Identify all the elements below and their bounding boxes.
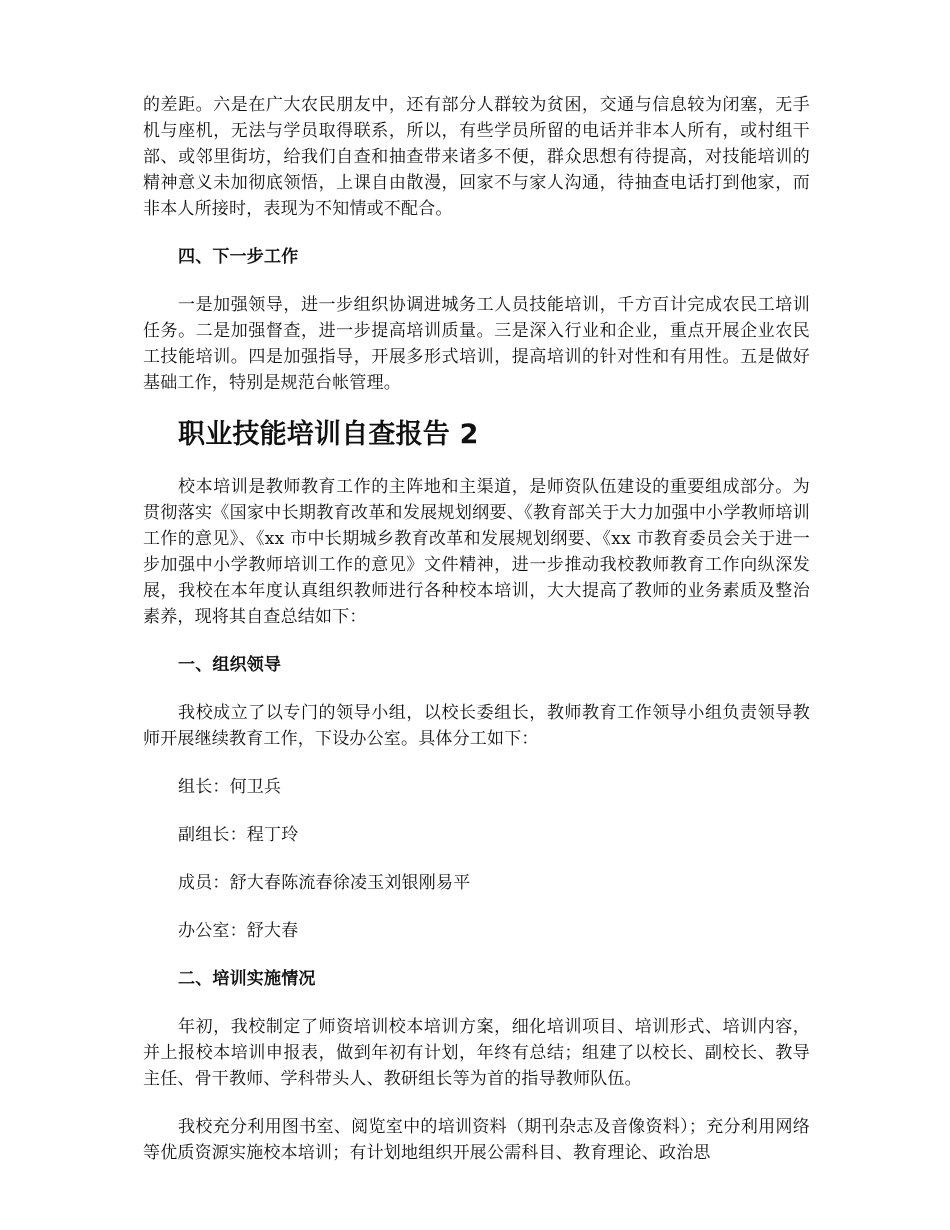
report-title: 职业技能培训自查报告 2 <box>178 419 479 450</box>
members-line: 成员：舒大春陈流春徐凌玉刘银刚易平 <box>178 873 471 893</box>
heading-organization: 一、组织领导 <box>178 655 282 675</box>
paragraph-organization: 我校成立了以专门的领导小组，以校长委组长，教师教育工作领导小组负责领导教师开展继续教育工作，下设办公室。具体分工如下： <box>143 703 810 749</box>
document-page <box>143 92 810 1166</box>
paragraph-resources: 我校充分利用图书室、阅览室中的培训资料（期刊杂志及音像资料）；充分利用网络等优质资源实施校本培训；有计划地组织开展公需科目、教育理论、政治思 <box>143 1117 810 1163</box>
paragraph-next-steps: 一是加强领导，进一步组织协调进城务工人员技能培训，千方百计完成农民工培训任务。二是加强督查，进一步提高培训质量。三是深入行业和企业，重点开展企业农民工技能培训。四是加强指导，开展多形式培训，提高培训的针对性和有用性。五是做好基础工作，特别是规范台帐管理。 <box>143 295 810 393</box>
deputy-leader-line: 副组长：程丁玲 <box>178 825 299 845</box>
paragraph-plan: 年初，我校制定了师资培训校本培训方案，细化培训项目、培训形式、培训内容，并上报校本培训申报表，做到年初有计划，年终有总结；组建了以校长、副校长、教导主任、骨干教师、学科带头人、教研组长等为首的指导教师队伍。 <box>143 1017 810 1089</box>
paragraph-gap-issues: 的差距。六是在广大农民朋友中，还有部分人群较为贫困，交通与信息较为闭塞，无手机与座机，无法与学员取得联系，所以，有些学员所留的电话并非本人所有，或村组干部、或邻里街坊，给我们自查和抽查带来诸多不便，群众思想有待提高，对技能培训的精神意义未加彻底领悟，上课自由散漫，回家不与家人沟通，待抽查电话打到他家，而非本人所接时，表现为不知情或不配合。 <box>143 95 810 219</box>
office-line: 办公室：舒大春 <box>178 921 299 941</box>
leader-line: 组长：何卫兵 <box>178 777 282 797</box>
paragraph-intro: 校本培训是教师教育工作的主阵地和主渠道，是师资队伍建设的重要组成部分。为贯彻落实《国家中长期教育改革和发展规划纲要、《教育部关于大力加强中小学教师培训工作的意见》、《xx 市中长期城乡教育改革和发展规划纲要、《xx 市教育委员会关于进一步加强中小学教师培训工作的意见》文件精神，进一步推动我校教师教育工作向纵深发展，我校在本年度认真组织教师进行各种校本培训，大大提高了教师的业务素质及整治素养，现将其自查总结如下： <box>143 477 810 627</box>
heading-next-steps: 四、下一步工作 <box>178 247 299 267</box>
heading-implementation: 二、培训实施情况 <box>178 969 316 989</box>
